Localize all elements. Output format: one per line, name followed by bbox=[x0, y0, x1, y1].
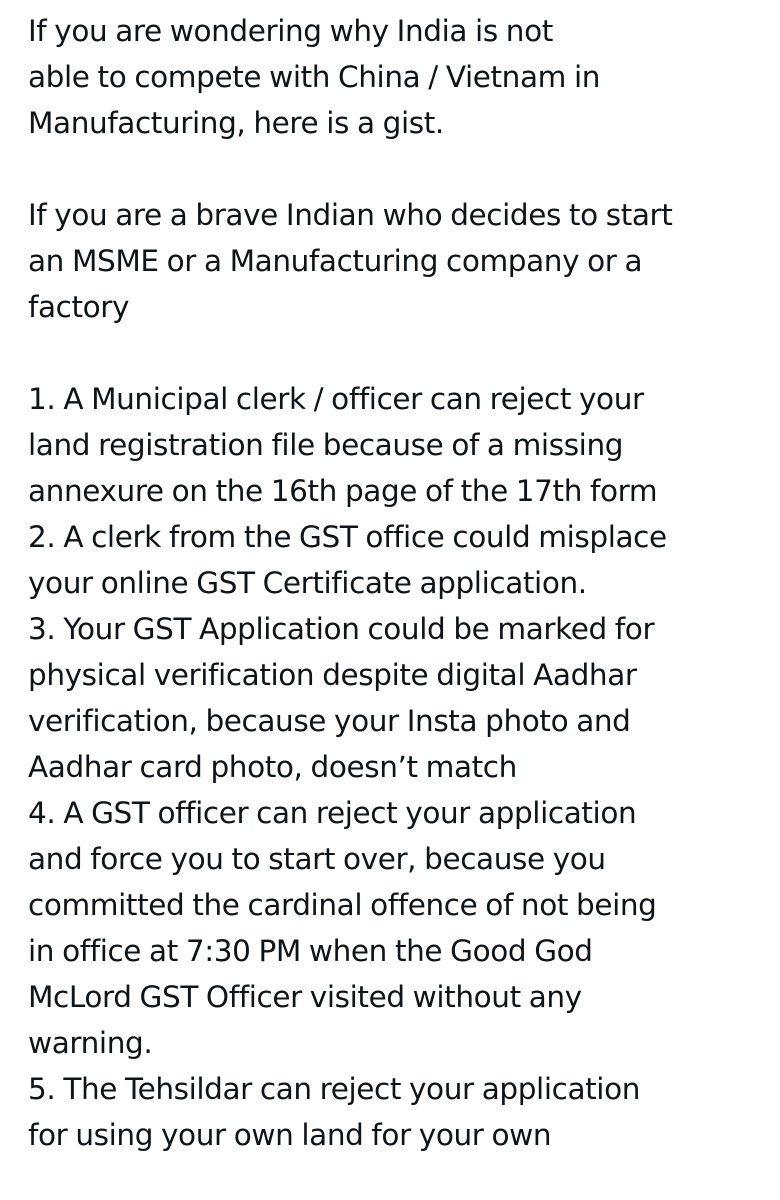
list-item-line: land registration file because of a missing bbox=[28, 428, 624, 462]
list-item-line: physical verification despite digital Aadhar bbox=[28, 658, 637, 692]
post-line: If you are wondering why India is not bbox=[28, 14, 553, 48]
list-item-line: 2. A clerk from the GST office could misplace bbox=[28, 520, 667, 554]
list-item-line: McLord GST Officer visited without any bbox=[28, 980, 582, 1014]
post-line: Manufacturing, here is a gist. bbox=[28, 106, 444, 140]
list-item-line: committed the cardinal offence of not being bbox=[28, 888, 657, 922]
list-item-line: 5. The Tehsildar can reject your application bbox=[28, 1072, 641, 1106]
list-item-line: 1. A Municipal clerk / officer can reject your bbox=[28, 382, 644, 416]
list-item-line: 4. A GST officer can reject your application bbox=[28, 796, 637, 830]
paragraph-gap bbox=[28, 330, 773, 376]
list-item-line: 3. Your GST Application could be marked for bbox=[28, 612, 655, 646]
list-item-line: your online GST Certificate application. bbox=[28, 566, 587, 600]
post-line: factory bbox=[28, 290, 130, 324]
list-item-line: Aadhar card photo, doesn’t match bbox=[28, 750, 517, 784]
paragraph-gap bbox=[28, 146, 773, 192]
list-item-line: for using your own land for your own bbox=[28, 1118, 552, 1152]
post-line: If you are a brave Indian who decides to start bbox=[28, 198, 673, 232]
post-line: an MSME or a Manufacturing company or a bbox=[28, 244, 643, 278]
list-item-line: warning. bbox=[28, 1026, 153, 1060]
list-item-line: annexure on the 16th page of the 17th form bbox=[28, 474, 658, 508]
list-item-line: in office at 7:30 PM when the Good God bbox=[28, 934, 593, 968]
post-line: able to compete with China / Vietnam in bbox=[28, 60, 601, 94]
post-body bbox=[28, 8, 773, 1158]
list-item-line: and force you to start over, because you bbox=[28, 842, 606, 876]
list-item-line: verification, because your Insta photo and bbox=[28, 704, 631, 738]
